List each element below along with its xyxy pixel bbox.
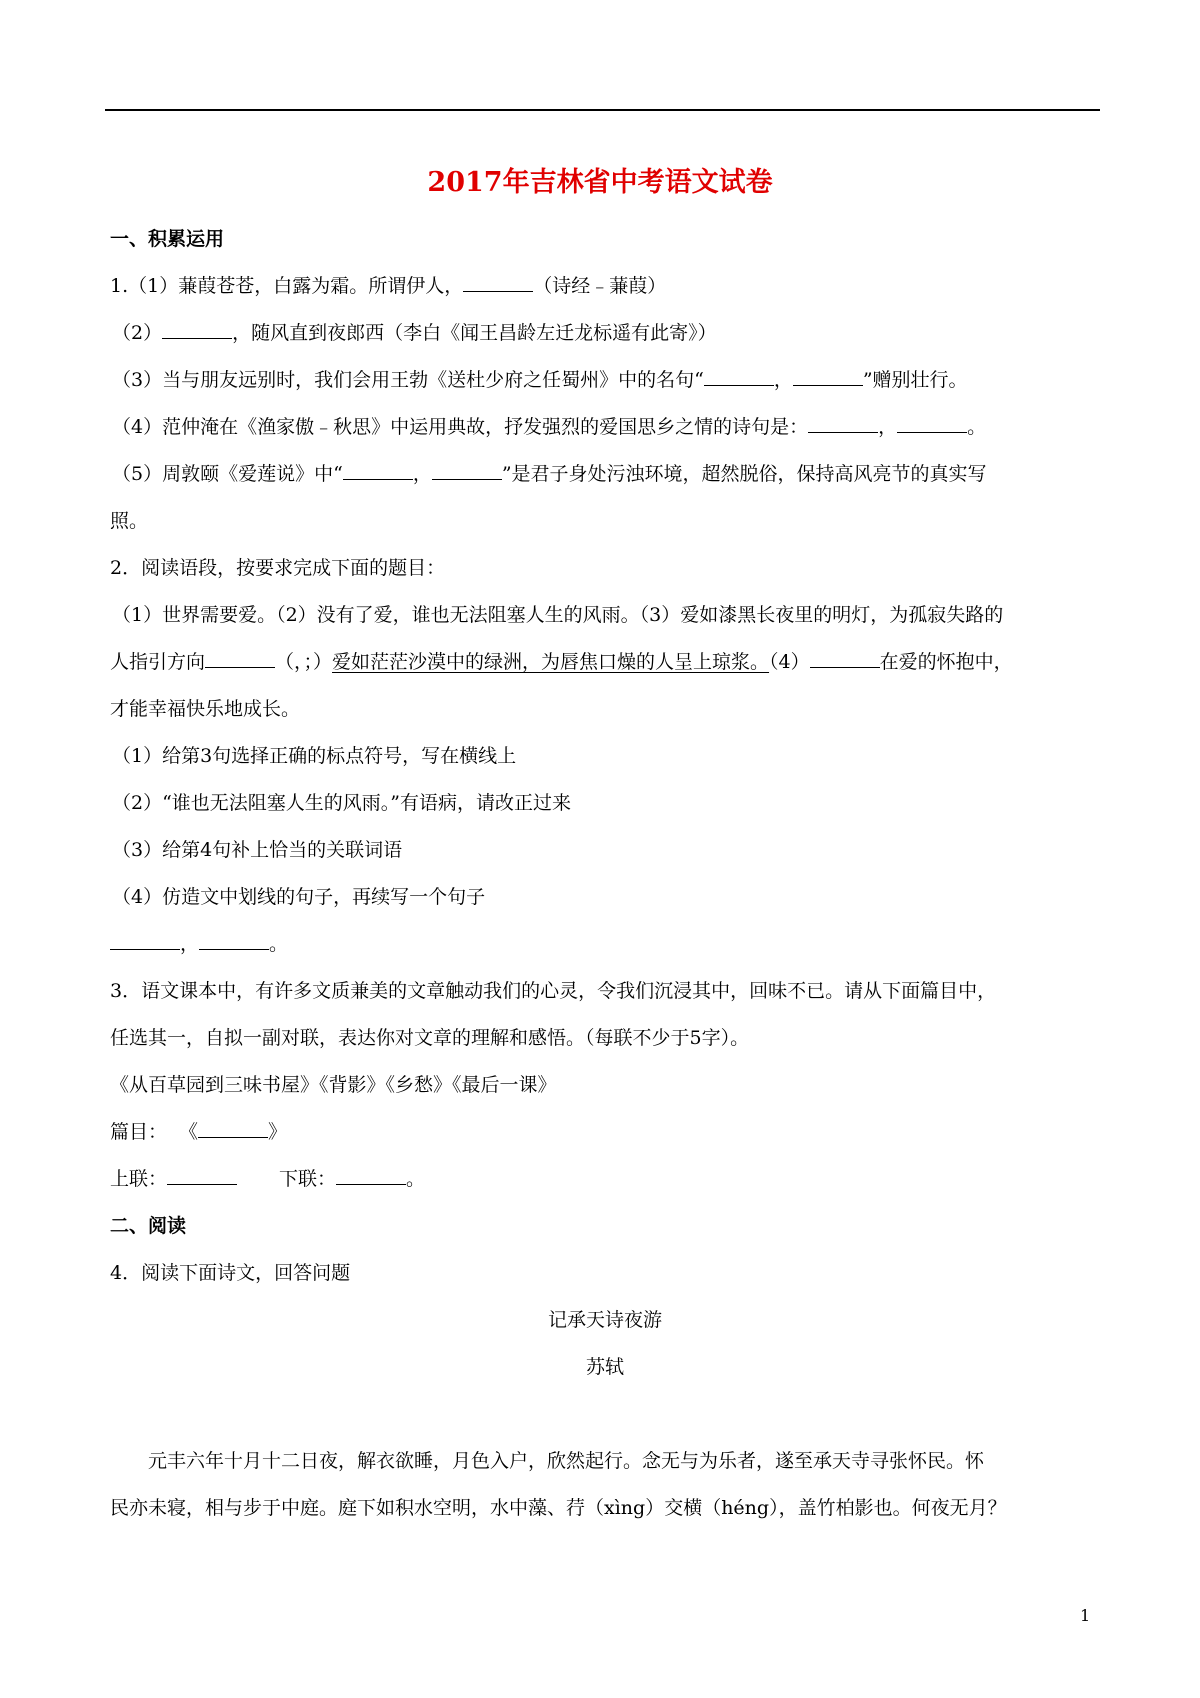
spacer <box>110 1391 1100 1438</box>
q1-part2-num: （2） <box>112 322 163 344</box>
prose-line2: 民亦未寝，相与步于中庭。庭下如积水空明，水中藻、荇（xìng）交横（héng），盖竹柏影也。何夜无月？ <box>110 1497 1007 1519</box>
xialian-label: 下联： <box>279 1168 337 1190</box>
q2-para-line3: 才能幸福快乐地成长。 <box>110 698 301 720</box>
answer-blank[interactable] <box>110 948 180 950</box>
answer-blank[interactable] <box>162 337 232 339</box>
q2-para-text: 人指引方向 <box>110 651 206 673</box>
q1-part4-text: （4）范仲淹在《渔家傲﹣秋思》中运用典故，抒发强烈的爱国思乡之情的诗句是： <box>112 416 809 438</box>
answer-blank[interactable] <box>343 478 413 480</box>
q3-line1: 3．语文课本中，有许多文质兼美的文章触动我们的心灵，令我们沉浸其中，回味不已。请从下面篇目中， <box>110 980 997 1002</box>
answer-blank[interactable] <box>199 948 269 950</box>
q3-line2: 任选其一，自拟一副对联，表达你对文章的理解和感悟。（每联不少于5字）。 <box>110 1027 750 1049</box>
q1-part1-source: （诗经﹣蒹葭） <box>533 275 667 297</box>
q1-part3-end: ”赠别壮行。 <box>862 369 968 391</box>
period: 。 <box>406 1168 426 1190</box>
q2-para-text-end: 在爱的怀抱中， <box>879 651 1013 673</box>
answer-blank[interactable] <box>704 384 774 386</box>
underlined-sentence: 爱如茫茫沙漠中的绿洲，为唇焦口燥的人呈上琼浆。 <box>332 651 770 673</box>
answer-blank[interactable] <box>897 431 967 433</box>
section-heading-2: 二、阅读 <box>110 1215 187 1237</box>
answer-blank[interactable] <box>463 290 533 292</box>
sentence-num: （4） <box>769 651 810 673</box>
poem-author: 苏轼 <box>585 1356 624 1378</box>
period: 。 <box>269 933 289 955</box>
q1-part5-end: ”是君子身处污浊环境，超然脱俗，保持高风亮节的真实写 <box>501 463 987 485</box>
pianmu-label: 篇目： <box>110 1121 168 1143</box>
q2-sub4: （4）仿造文中划线的句子，再续写一个句子 <box>112 886 486 908</box>
q1-part3 <box>110 357 1100 404</box>
q1-part2-text: ，随风直到夜郎西（李白《闻王昌龄左迁龙标遥有此寄》） <box>232 322 717 344</box>
shanglian-label: 上联： <box>110 1168 168 1190</box>
q1-part4 <box>110 404 1100 451</box>
answer-blank[interactable] <box>810 666 880 668</box>
q1-part1-text: 1.（1）蒹葭苍苍，白露为霜。所谓伊人， <box>110 275 464 297</box>
punct-options: （，；） <box>275 651 333 673</box>
q3-titles: 《从百草园到三味书屋》《背影》《乡愁》《最后一课》 <box>110 1074 557 1096</box>
q3-pianmu <box>110 1109 1100 1156</box>
q2-heading: 2．阅读语段，按要求完成下面的题目： <box>110 557 446 579</box>
bracket-close: 》 <box>268 1121 288 1143</box>
q1-part1 <box>110 263 1100 310</box>
q1-part5 <box>110 451 1100 498</box>
q2-sub3: （3）给第4句补上恰当的关联词语 <box>112 839 403 861</box>
q2-sub2: （2）“谁也无法阻塞人生的风雨。”有语病，请改正过来 <box>112 792 572 814</box>
q2-para-line1: （1）世界需要爱。（2）没有了爱，谁也无法阻塞人生的风雨。（3）爱如漆黑长夜里的明灯，为孤寂失路的 <box>112 604 1004 626</box>
q1-part3-text: （3）当与朋友远别时，我们会用王勃《送杜少府之任蜀州》中的名句“ <box>112 369 704 391</box>
comma: ， <box>878 416 898 438</box>
q3-couplet <box>110 1156 1100 1203</box>
answer-blank[interactable] <box>336 1183 406 1185</box>
document-body <box>110 216 1100 1532</box>
q2-answer-line <box>110 921 1100 968</box>
q2-para-line2 <box>110 639 1100 686</box>
poem-title: 记承天诗夜游 <box>547 1309 662 1331</box>
page-number: 1 <box>1080 1606 1091 1625</box>
bracket-open: 《 <box>179 1121 199 1143</box>
answer-blank[interactable] <box>198 1136 268 1138</box>
comma: ， <box>412 463 432 485</box>
prose-line1: 元丰六年十月十二日夜，解衣欲睡，月色入户，欣然起行。念无与为乐者，遂至承天寺寻张怀民。怀 <box>148 1450 985 1472</box>
answer-blank[interactable] <box>167 1183 237 1185</box>
answer-blank[interactable] <box>793 384 863 386</box>
header-rule <box>105 109 1100 111</box>
section-heading-1: 一、积累运用 <box>110 228 225 250</box>
answer-blank[interactable] <box>432 478 502 480</box>
q4-heading: 4．阅读下面诗文，回答问题 <box>110 1262 351 1284</box>
q1-part2 <box>110 310 1100 357</box>
page-title: 2017年吉林省中考语文试卷 <box>427 167 773 198</box>
q2-sub1: （1）给第3句选择正确的标点符号，写在横线上 <box>112 745 517 767</box>
answer-blank[interactable] <box>205 666 275 668</box>
answer-blank[interactable] <box>808 431 878 433</box>
comma: ， <box>180 933 200 955</box>
comma: ， <box>773 369 793 391</box>
q1-part5-cont: 照。 <box>110 510 149 532</box>
period: 。 <box>967 416 987 438</box>
q1-part5-text: （5）周敦颐《爱莲说》中“ <box>112 463 343 485</box>
